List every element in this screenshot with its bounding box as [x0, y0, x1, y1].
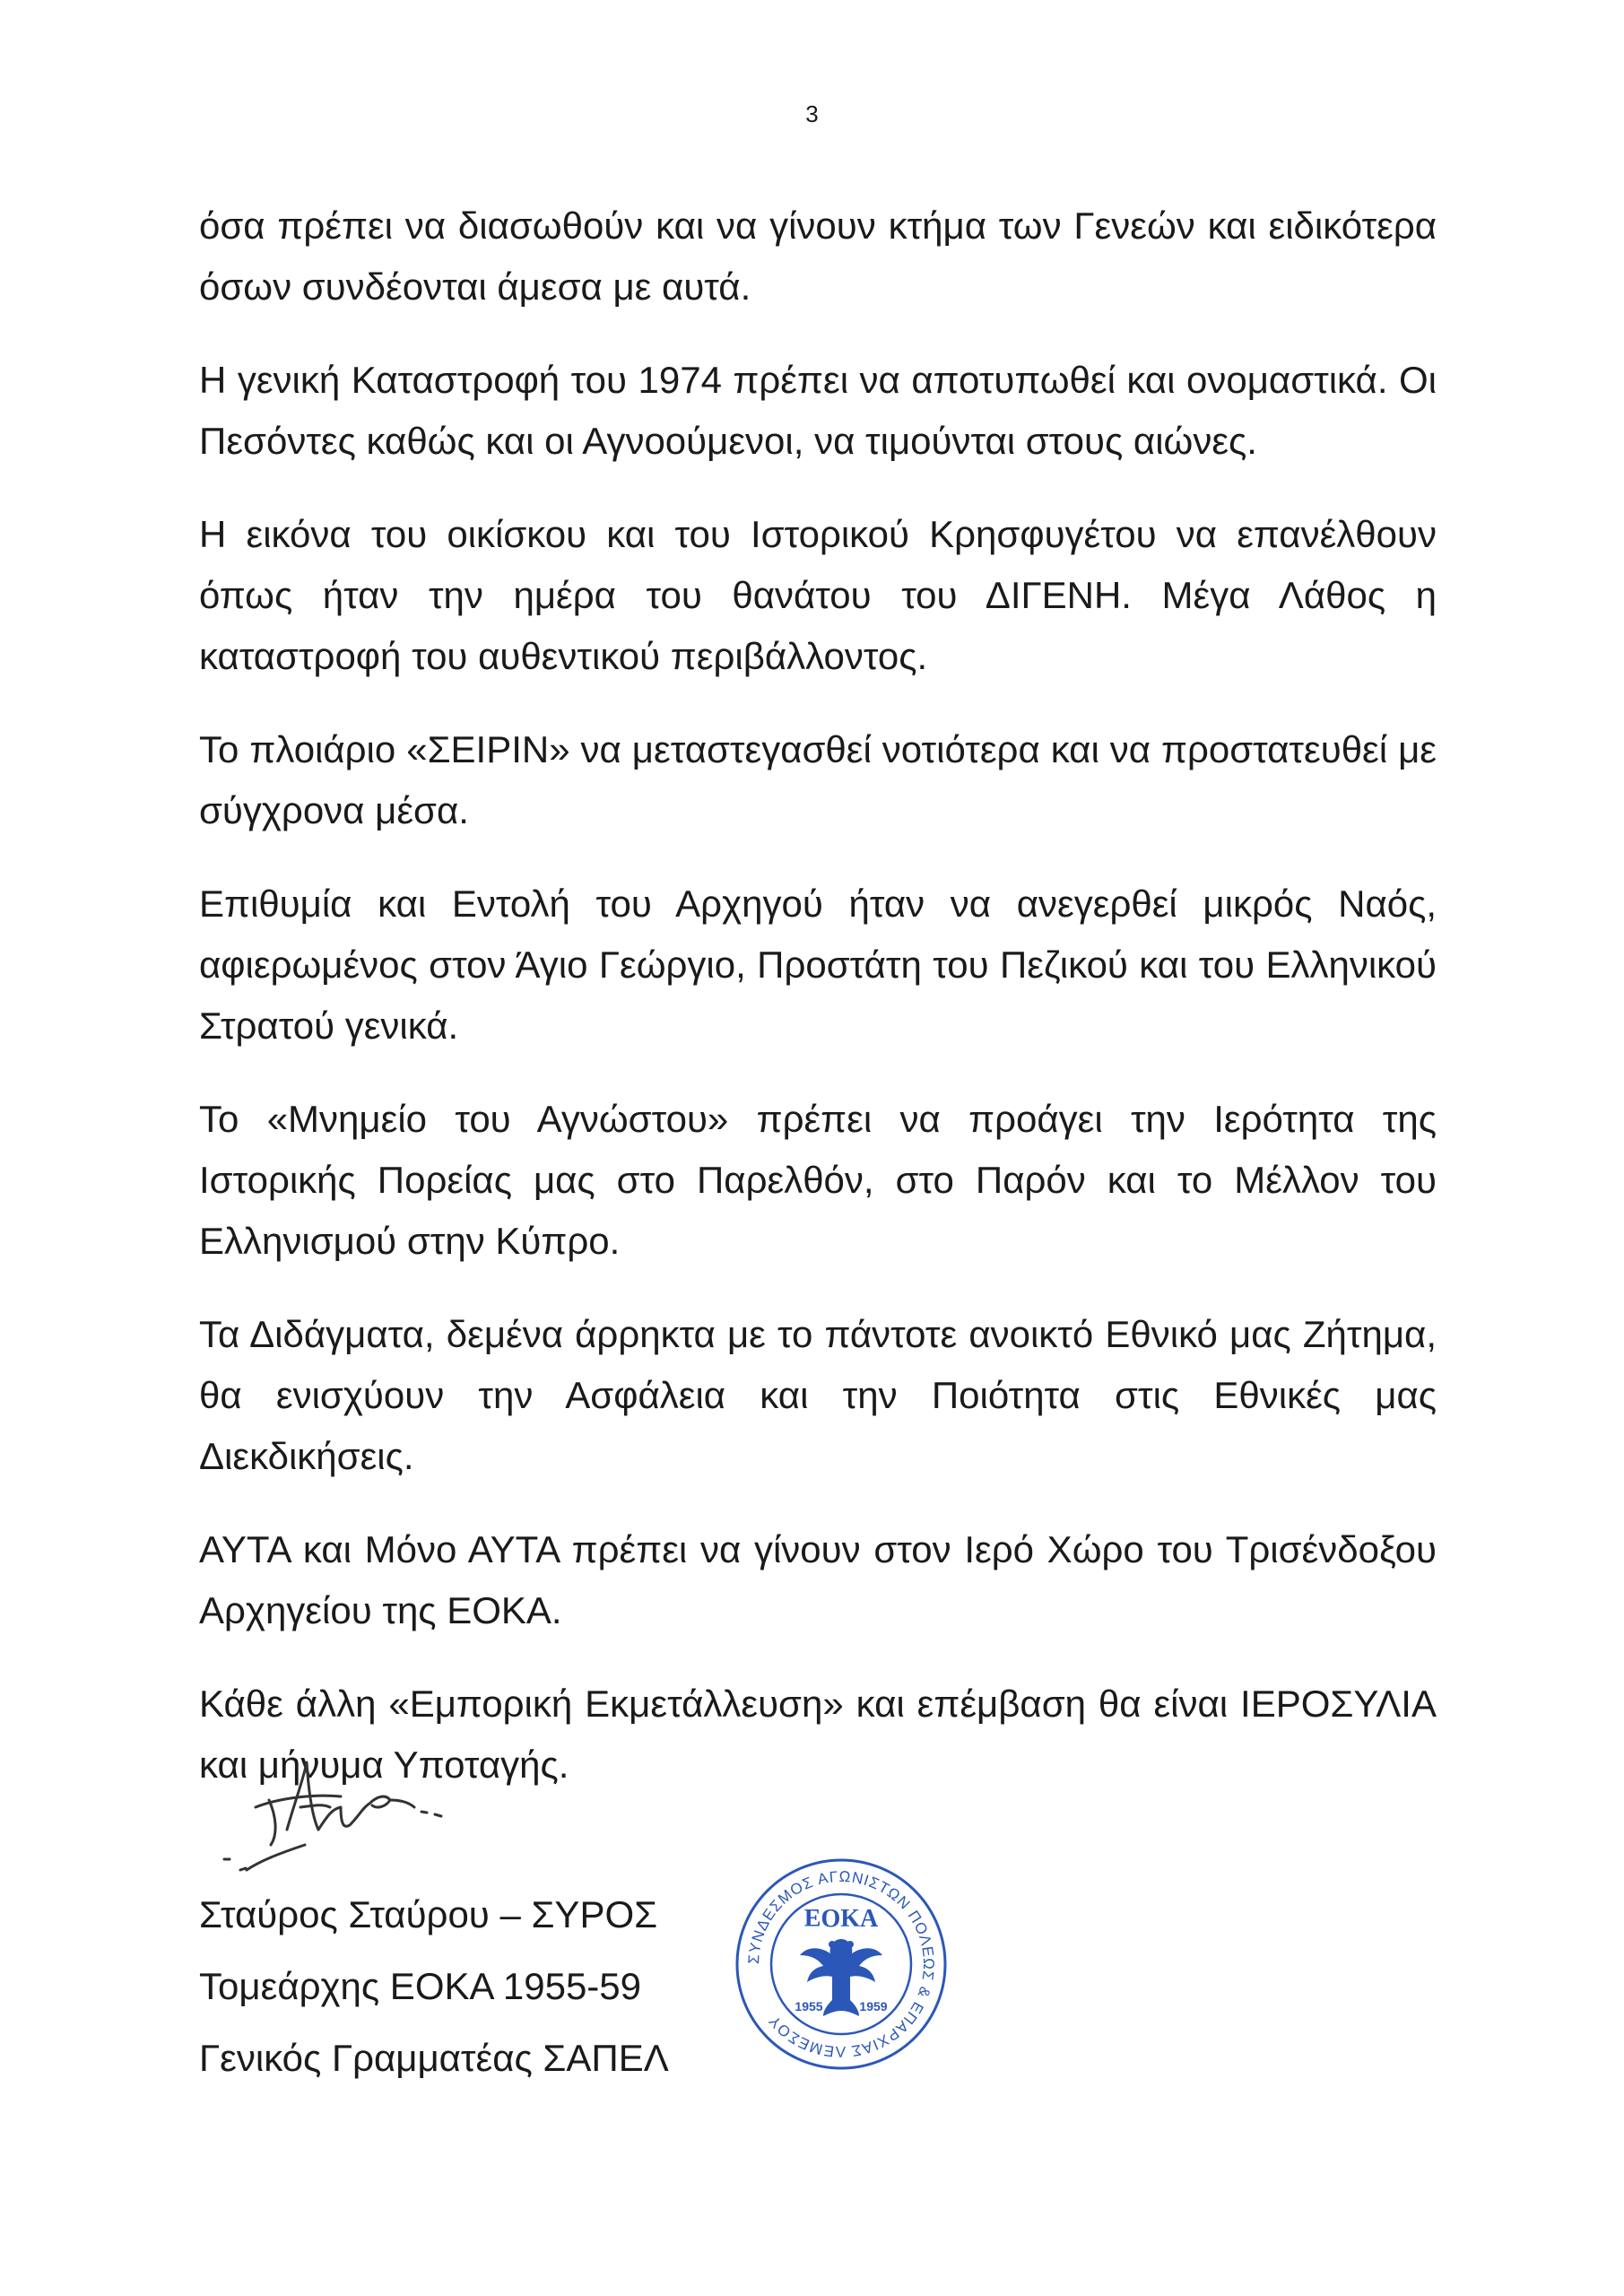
- paragraph-9: Κάθε άλλη «Εμπορική Εκμετάλλευση» και επέμβαση θα είναι ΙΕΡΟΣΥΛΙΑ και μήνυμα Υποταγής.: [199, 1683, 1437, 1786]
- paragraph-7: Τα Διδάγματα, δεμένα άρρηκτα με το πάντοτε ανοικτό Εθνικό μας Ζήτημα, θα ενισχύουν την Ασφάλεια και την Ποιότητα στις Εθνικές μας Διεκδικήσεις.: [199, 1313, 1437, 1477]
- signature-block: [199, 1879, 669, 2094]
- paragraph-8: ΑΥΤΑ και Μόνο ΑΥΤΑ πρέπει να γίνουν στον Ιερό Χώρο του Τρισένδοξου Αρχηγείου της ΕΟΚΑ.: [199, 1528, 1437, 1631]
- seal-ring-text: ΣΥΝΔΕΣΜΟΣ ΑΓΩΝΙΣΤΩΝ ΠΟΛΕΩΣ & ΕΠΑΡΧΙΑΣ ΛΕΜΕΣΟΥ: [744, 1867, 938, 2061]
- seal-year-left: 1955: [795, 1999, 823, 2013]
- paragraph-6: Το «Μνημείο του Αγνώστου» πρέπει να προάγει την Ιερότητα της Ιστορικής Πορείας μας στο Παρελθόν, στο Παρόν και το Μέλλον του Ελληνισμού στην Κύπρο.: [199, 1098, 1437, 1262]
- paragraph-2: Η γενική Καταστροφή του 1974 πρέπει να αποτυπωθεί και ονομαστικά. Οι Πεσόντες καθώς και οι Αγνοούμενοι, να τιμούνται στους αιώνες.: [199, 359, 1437, 462]
- paragraph-4: Το πλοιάριο «ΣΕΙΡΙΝ» να μεταστεγασθεί νοτιότερα και να προστατευθεί με σύγχρονα μέσα.: [199, 728, 1437, 831]
- paragraph-1: όσα πρέπει να διασωθούν και να γίνουν κτήμα των Γενεών και ειδικότερα όσων συνδέονται άμεσα με αυτά.: [199, 204, 1437, 308]
- association-stamp: [734, 1857, 949, 2072]
- paragraph-5: Επιθυμία και Εντολή του Αρχηγού ήταν να ανεγερθεί μικρός Ναός, αφιερωμένος στον Άγιο Γεώργιο, Προστάτη του Πεζικού και του Ελληνικού Στρατού γενικά.: [199, 883, 1437, 1047]
- seal-center-text: ΕΟΚΑ: [803, 1905, 879, 1933]
- signer-title: Τομεάρχης ΕΟΚΑ 1955-59: [199, 1965, 642, 2007]
- paragraph-3: Η εικόνα του οικίσκου και του Ιστορικού Κρησφυγέτου να επανέλθουν όπως ήταν την ημέρα του θανάτου του ΔΙΓΕΝΗ. Μέγα Λάθος η καταστροφή του αυθεντικού περιβάλλοντος.: [199, 513, 1437, 677]
- letter-body: [199, 196, 1437, 1828]
- page-number: 3: [805, 100, 819, 127]
- seal-year-right: 1959: [859, 1999, 888, 2013]
- signer-role: Γενικός Γραμματέας ΣΑΠΕΛ: [199, 2037, 669, 2079]
- handwritten-signature: [206, 1744, 457, 1879]
- signer-name: Σταύρος Σταύρου – ΣΥΡΟΣ: [199, 1893, 658, 1935]
